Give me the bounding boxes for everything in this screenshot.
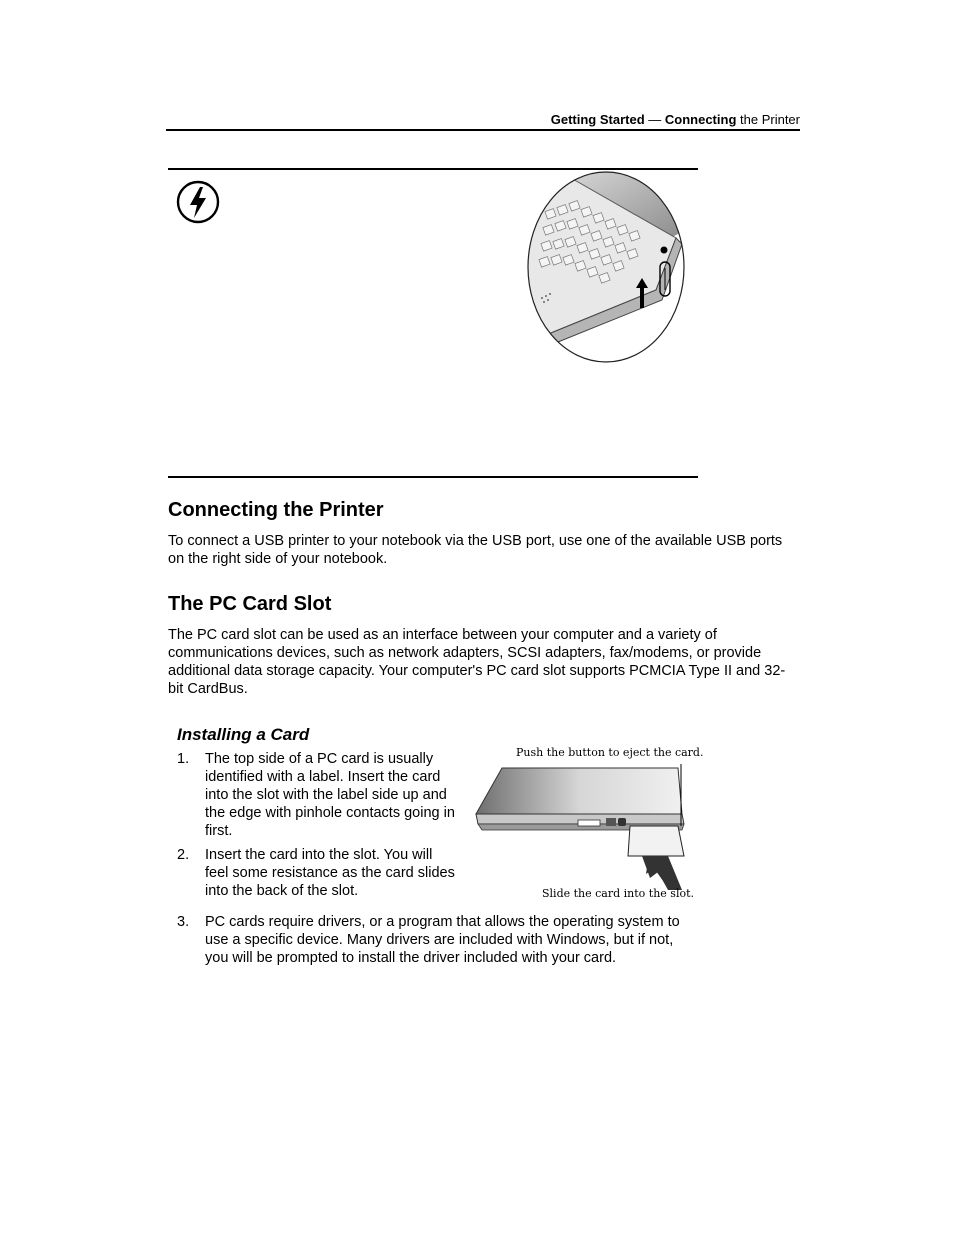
header-section: Getting Started: [550, 112, 645, 127]
header-separator: —: [648, 112, 662, 127]
notebook-reset-pinhole-illustration: [526, 170, 686, 364]
heading-installing-card: Installing a Card: [177, 725, 310, 744]
heading-pc-card-slot: The PC Card Slot: [168, 593, 332, 615]
warning-box-bottom-rule: [168, 476, 698, 478]
paragraph-pc-card-slot: The PC card slot can be used as an interface between your computer and a variety of communications devices, such as network adapters, SCSI adapters, fax/modems, or provide additional data storage capacity. Your computer's PC card slot supports PCMCIA Type II and 32-bit CardBus.: [168, 627, 786, 697]
step-text: The top side of a PC card is usually identified with a label. Insert the card into the slot with the label side up and the edge with pinhole contacts going in first.: [205, 751, 455, 839]
step-text: Insert the card into the slot. You will feel some resistance as the card slides into the back of the slot.: [205, 847, 455, 899]
header-topic: Connecting: [664, 112, 737, 127]
step-number: 3.: [177, 914, 190, 930]
paragraph-connecting-printer: To connect a USB printer to your notebook via the USB port, use one of the available USB ports on the right side of your notebook.: [168, 533, 783, 567]
header-rest: the Printer: [740, 112, 800, 127]
caption-slide-card: Slide the card into the slot.: [542, 887, 695, 900]
step-number: 2.: [177, 847, 190, 863]
step-number: 1.: [177, 751, 190, 767]
heading-connecting-printer: Connecting the Printer: [168, 499, 384, 521]
lightning-warning-icon: [176, 180, 220, 224]
caption-push-eject: Push the button to eject the card.: [516, 746, 704, 759]
notebook-pc-card-slot-illustration: [472, 744, 702, 904]
header-rule: [166, 129, 800, 131]
running-header: [166, 112, 800, 127]
step-text: PC cards require drivers, or a program that allows the operating system to use a specific device. Many drivers are included with Windows, but if not, you will be prompted to install the driver included with your card.: [205, 914, 680, 966]
